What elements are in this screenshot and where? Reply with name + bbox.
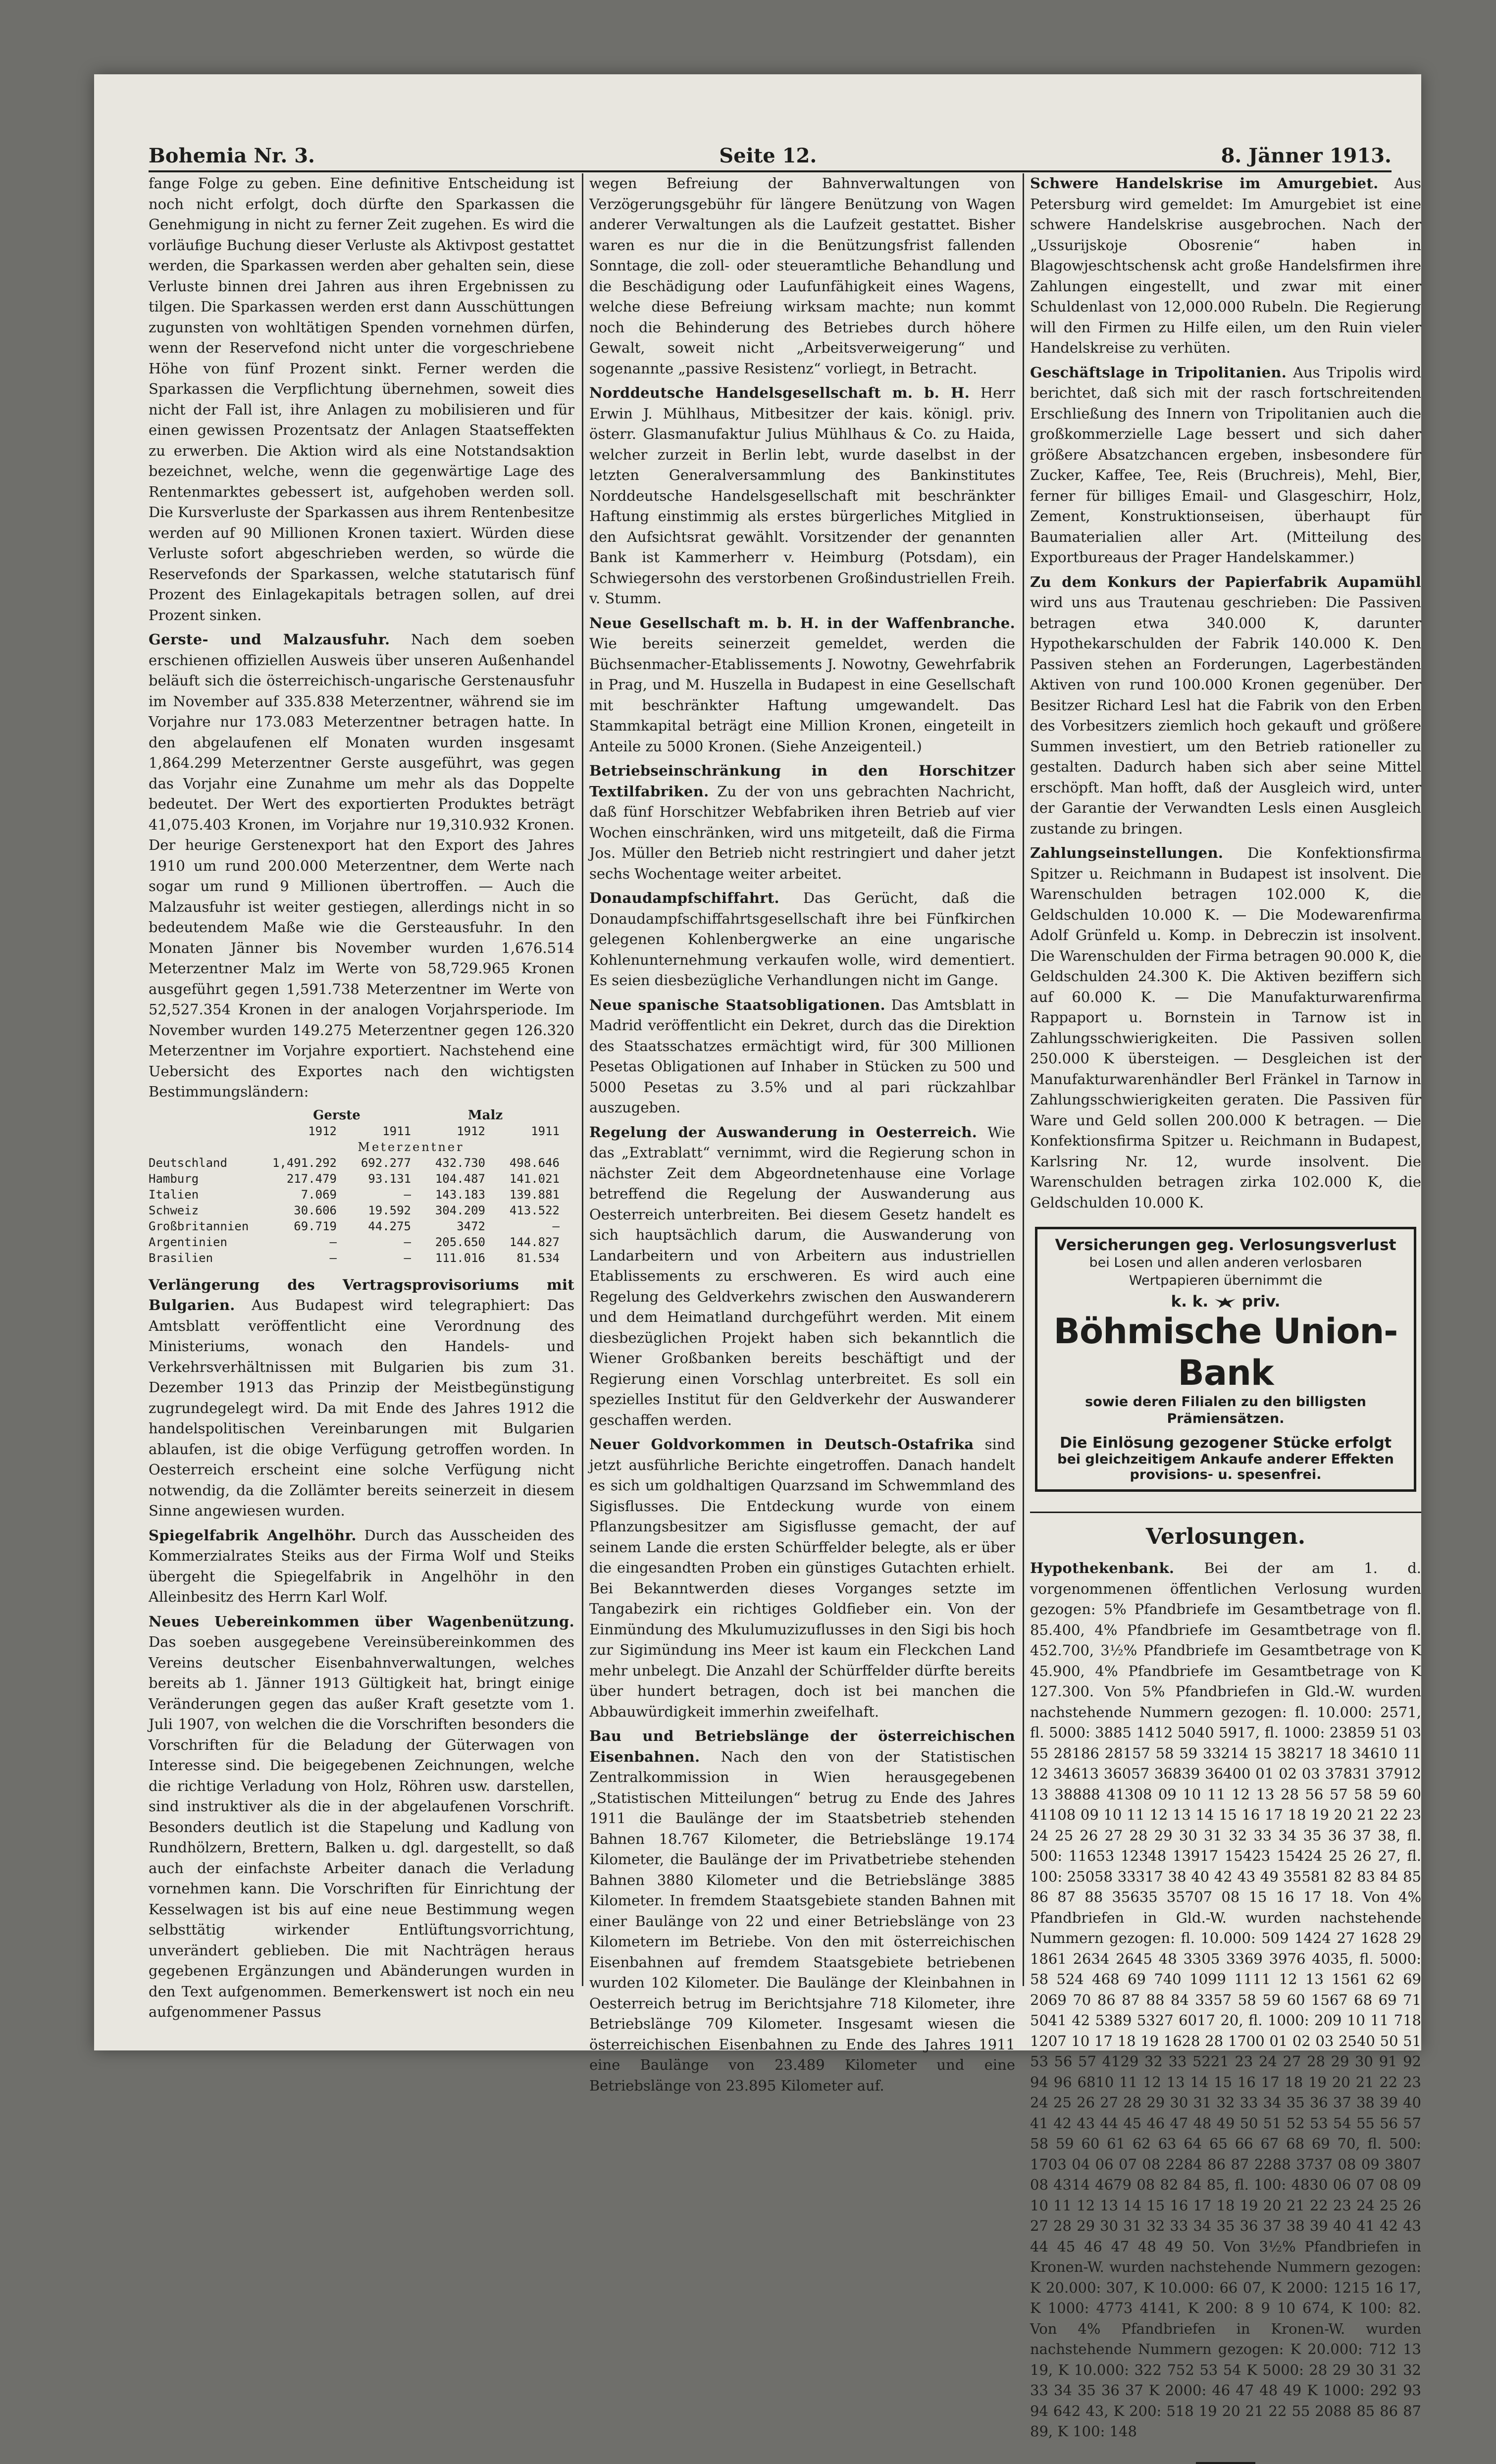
article-heading: Neue Gesellschaft m. b. H. in der Waffenbranche.	[589, 614, 1015, 631]
eagle-icon	[1214, 1296, 1237, 1309]
ad-text: sowie deren Filialen zu den billigsten Prämiensätzen.	[1085, 1394, 1366, 1426]
article-heading: Neues Uebereinkommen über Wagenbenützung.	[149, 1613, 574, 1630]
article	[1030, 1558, 1421, 2442]
table-row	[149, 1203, 574, 1218]
ad-text: provisions- u. spesenfrei.	[1130, 1467, 1322, 1482]
article-body: Wie das „Extrablatt“ vernimmt, wird die Regierung schon in nächster Zeit dem Abgeordnetenhause eine Vorlage betreffend die Regelung der Auswanderung aus Oesterreich unterbreiten. Bei diesem Gesetz handelt es sich hauptsächlich darum, die Auswanderung von Landarbeitern und von Arbeitern aus industriellen Etablissements zu erschweren. Es wird auch eine Regelung des Geldverkehrs zwischen den Auswanderern und dem Heimatland durchgeführt werden. Mit einem diesbezüglichen Projekt haben sich bekanntlich die Wiener Großbanken bereits beschäftigt und der Regierung einen Vorschlag unterbreitet. Es soll ein spezielles Institut für den Geldverkehr der Auswanderer geschaffen werden.	[589, 1123, 1015, 1428]
column-1	[149, 173, 575, 2020]
article-body: Nach den von der Statistischen Zentralkommission in Wien herausgegebenen „Statistischen Mitteilungen“ betrug zu Ende des Jahres 1911 die Baulänge der im Staatsbetrieb stehenden Bahnen 18.767 Kilometer, die Betriebslänge 19.174 Kilometer, die Baulänge der im Privatbetriebe stehenden Bahnen 3880 Kilometer und die Betriebslänge 3885 Kilometer. In fremdem Staatsgebiete standen Bahnen mit einer Baulänge von 22 und einer Betriebslänge von 23 Kilometern im Betriebe. Von den mit österreichischen Eisenbahnen auf fremdem Staatsgebiete betriebenen wurden 102 Kilometer. Die Baulänge der Kleinbahnen in Oesterreich betrug im Berichtsjahre 718 Kilometer, ihre Betriebslänge 709 Kilometer. Insgesamt wiesen die österreichischen Eisenbahnen zu Ende des Jahres 1911 eine Baulänge von 23.489 Kilometer und eine Betriebslänge von 23.895 Kilometer auf.	[589, 1748, 1015, 2094]
header-page-number: Seite 12.	[719, 144, 817, 167]
table-cell-value: —	[404, 1187, 411, 1202]
table-cell-value: 93.131	[368, 1171, 411, 1186]
article-body: fange Folge zu geben. Eine definitive Entscheidung ist noch nicht erfolgt, doch dürfte den Sparkassen die Genehmigung in nicht zu ferner Zeit zugehen. Es wird die vorläufige Buchung dieser Verluste als Aktivpost gestattet werden, die Sparkassen werden aber gehalten sein, diese Verluste binnen drei Jahren aus ihren Ergebnissen zu tilgen. Die Sparkassen werden erst dann Ausschüttungen zugunsten von wohltätigen Spenden vornehmen dürfen, wenn der Reservefond nicht unter die vorgeschriebene Höhe von fünf Prozent sinkt. Ferner werden die Sparkassen die Verpflichtung übernehmen, soweit dies nicht der Fall ist, ihre Anlagen zu mobilisieren und für einen gewissen Prozentsatz der Anlagen Staatseffekten zu erwerben. Die Aktion wird als eine Notstandsaktion bezeichnet, welche, wenn die gegenwärtige Lage des Rentenmarktes gebessert ist, aufgehoben werden soll. Die Kursverluste der Sparkassen aus ihrem Rentenbesitze werden auf 90 Millionen Kronen taxiert. Würden diese Verluste sofort abgeschrieben werden, so würde die Reservefonds der Sparkassen, welche statutarisch fünf Prozent des Einlagekapitals betragen sollen, auf drei Prozent sinken.	[149, 175, 574, 624]
article-heading: Bau und Betriebslänge der österreichischen Eisenbahnen.	[589, 1728, 1015, 1765]
table-cell-value: 1,491.292	[272, 1155, 337, 1170]
table-cell-value: 30.606	[294, 1203, 337, 1217]
export-table	[149, 1107, 574, 1266]
table-cell-value: 7.069	[301, 1187, 337, 1202]
bank-advertisement	[1035, 1227, 1416, 1492]
table-cell-value: 104.487	[435, 1171, 485, 1186]
article	[1030, 173, 1421, 359]
ad-kk-line	[1047, 1293, 1404, 1311]
bank-name: Böhmische Union-Bank	[1053, 1311, 1398, 1393]
article	[589, 1726, 1015, 2096]
article-body: Aus Petersburg wird gemeldet: Im Amurgebiet ist eine schwere Handelskrise ausgebrochen. Nach der „Ussurijskoje Obosrenie“ haben in Blagowjeschtschensk acht große Handelsfirmen ihre Zahlungen eingestellt, und zwar mit einer Schuldenlast von 12,000.000 Rubeln. Die Regierung will den Firmen zu Hilfe eilen, um den Ruin vieler Handelskreise zu verhüten.	[1030, 175, 1421, 356]
article-body: Durch das Ausscheiden des Kommerzialrates Steiks aus der Firma Wolf und Steiks übergeht die Spiegelfabrik in Angelhöhr in den Alleinbesitz des Herrn Karl Wolf.	[149, 1526, 575, 1605]
article-body: Das Gerücht, daß die Donaudampfschiffahrtsgesellschaft ihre bei Fünfkirchen gelegenen Kohlenbergwerke an eine ungarische Kohlenunternehmung verkaufen wolle, wird dementiert. Es seien diesbezügliche Verhandlungen nicht im Gange.	[589, 890, 1015, 989]
article	[589, 613, 1015, 757]
article-body: Wie bereits seinerzeit gemeldet, werden die Büchsenmacher-Etablissements J. Nowotny, Gewehrfabrik in Prag, und M. Huszella in Budapest in eine Gesellschaft mit beschränkter Haftung umgewandelt. Das Stammkapital beträgt eine Million Kronen, eingeteilt in Anteile zu 5000 Kronen. (Siehe Anzeigenteil.)	[589, 635, 1015, 755]
article-heading: Schwere Handelskrise im Amurgebiet.	[1030, 175, 1379, 192]
year-label: 1912	[308, 1124, 337, 1138]
table-cell-value: 143.183	[435, 1187, 485, 1202]
table-cell-value: 217.479	[286, 1171, 337, 1186]
ad-text: Die Einlösung gezogener Stücke erfolgt	[1059, 1434, 1392, 1452]
end-rule	[1196, 2462, 1255, 2464]
ad-text: bei gleichzeitigem Ankaufe anderer Effekten	[1057, 1452, 1394, 1467]
article-body: sind jetzt ausführliche Berichte eingetroffen. Danach handelt es sich um goldhaltigen Quarzsand im Schwemmland des Sigisflusses. Die Entdeckung wurde von einem Pflanzungsbesitzer am Sigisflusse gemacht, der auf seinem Lande die ersten Schürffelder belegte, als er über die eingesandten Proben ein günstiges Gutachten erhielt. Bei Bekanntwerden dieses Vorganges setzte im Tangabezirk ein richtiges Goldfieber ein. Von der Einmündung des Mkulumuzizuflusses in den Sigi bis hoch zur Sigimündung ins Meer ist kaum ein Fleckchen Land mehr unbelegt. Die Anzahl der Schürffelder dürfte bereits über hundert betragen, doch ist bei manchen die Abbauwürdigkeit immerhin zweifelhaft.	[589, 1436, 1015, 1720]
table-cell-value: 69.719	[294, 1219, 337, 1233]
year-label: 1912	[457, 1124, 485, 1138]
table-cell-value: 44.275	[368, 1219, 411, 1233]
table-cell-value: 413.522	[509, 1203, 560, 1217]
table-row	[149, 1234, 574, 1250]
article-body: Die Konfektionsfirma Spitzer u. Reichmann in Budapest ist insolvent. Die Warenschulden betragen 102.000 K, die Geldschulden 10.000 K. — Die Modewarenfirma Adolf Grünfeld u. Komp. in Debreczin ist insolvent. Die Warenschulden der Firma betragen 90.000 K, die Geldschulden 24.300 K. Die Aktiven beziffern sich auf 60.000 K. — Die Manufakturwarenfirma Rappaport u. Bornstein in Tarnow ist in Zahlungsschwierigkeiten. Die Passiven sollen 250.000 K übersteigen. — Desgleichen ist der Manufakturwarenhändler Berl Fränkel in Tarnow in Zahlungsschwierigkeiten geraten. Die Passiven für Ware und Geld sollen 200.000 K betragen. — Die Konfektionsfirma Spitzer u. Reichmann in Budapest, Karlsring Nr. 12, wurde insolvent. Die Warenschulden betragen zirka 102.000 K, die Geldschulden 10.000 K.	[1030, 844, 1421, 1211]
ad-text: bei Losen und allen anderen verlosbaren Wertpapieren übernimmt die	[1089, 1255, 1362, 1288]
table-group-header	[149, 1107, 574, 1123]
article-heading: Regelung der Auswanderung in Oesterreich.	[589, 1123, 978, 1141]
table-cell-value: —	[404, 1251, 411, 1265]
article-heading: Gerste- und Malzausfuhr.	[149, 631, 390, 648]
article-heading: Hypothekenbank.	[1030, 1560, 1175, 1576]
table-row	[149, 1187, 574, 1203]
table-cell-value: 3472	[457, 1219, 485, 1233]
table-cell-value: —	[404, 1235, 411, 1249]
article	[589, 995, 1015, 1118]
article	[589, 1122, 1015, 1431]
table-row	[149, 1218, 574, 1234]
table-cell-value: 111.016	[435, 1251, 485, 1265]
article	[149, 1525, 574, 1608]
article-body: Das Amtsblatt in Madrid veröffentlicht ein Dekret, durch das die Direktion des Staatsschatzes ermächtigt wird, für 300 Millionen Pesetas Obligationen auf Inhaber in Stücken zu 500 und 5000 Pesetas zu 3.5% und al pari rückzahlbar auszugeben.	[589, 996, 1015, 1116]
article-heading: Verlängerung des Vertragsprovisoriums mit Bulgarien.	[149, 1276, 574, 1313]
table-row	[149, 1171, 574, 1187]
group-label: Malz	[467, 1107, 503, 1123]
article	[589, 761, 1015, 884]
table-cell-value: 19.592	[368, 1203, 411, 1217]
table-cell-value: —	[329, 1235, 337, 1249]
table-row	[149, 1155, 574, 1171]
column-2	[589, 173, 1015, 2094]
year-label: 1911	[531, 1124, 560, 1138]
table-cell-value: 692.277	[361, 1155, 411, 1170]
article	[1030, 572, 1421, 839]
ad-kk: k. k.	[1171, 1293, 1209, 1311]
newspaper-page	[94, 74, 1422, 2440]
article	[589, 173, 1015, 379]
table-cell-value: 144.827	[509, 1235, 560, 1249]
article-heading: Neue spanische Staatsobligationen.	[589, 996, 885, 1013]
article-heading: Zu dem Konkurs der Papierfabrik Aupamühl	[1030, 573, 1421, 590]
article-body: Aus Budapest wird telegraphiert: Das Amtsblatt veröffentlicht eine Verordnung des Ministeriums, wonach den Handels- und Verkehrsverhältnissen mit Bulgarien bis zum 31. Dezember 1913 das Prinzip der Meistbegünstigung zugrundegelegt wird. Da mit Ende des Jahres 1912 die handelspolitischen Vereinbarungen mit Bulgarien ablaufen, ist die obige Verfügung getroffen worden. In Oesterreich erscheint eine solche Verfügung nicht notwendig, da die Zollämter bereits seinerzeit in diesem Sinne angewiesen wurden.	[149, 1297, 574, 1519]
table-header-row	[149, 1123, 574, 1139]
table-cell-value: 432.730	[435, 1155, 485, 1170]
unit-row	[149, 1139, 574, 1155]
ad-headline: Versicherungen geg. Verlosungsverlust	[1055, 1236, 1396, 1254]
article-body: Aus Tripolis wird berichtet, daß sich mit der rasch fortschreitenden Erschließung des Innern von Tripolitanien auch die großkommerzielle Lage bessert und sich daher größere Absatzchancen ergeben, insbesondere für Zucker, Kaffee, Tee, Reis (Bruchreis), Mehl, Bier, ferner für billiges Email- und Glasgeschirr, Holz, Zement, Konstruktionseisen, überhaupt für Baumaterialien aller Art. (Mitteilung des Exportbureaus der Prager Handelskammer.)	[1030, 364, 1422, 566]
table-body	[149, 1155, 574, 1266]
column-3	[1030, 173, 1422, 2440]
article-heading: Spiegelfabrik Angelhöhr.	[149, 1526, 357, 1544]
article-heading: Zahlungseinstellungen.	[1030, 844, 1224, 861]
table-cell-value: 139.881	[509, 1187, 560, 1202]
table-cell-value: 304.209	[435, 1203, 485, 1217]
group-label: Gerste	[313, 1107, 361, 1123]
column-rule	[1023, 173, 1024, 1986]
table-cell-country: Deutschland	[149, 1155, 227, 1170]
article-body: Bei der am 1. d. vorgenommenen öffentlichen Verlosung wurden gezogen: 5% Pfandbriefe im Gesamtbetrage von fl. 85.400, 4% Pfandbriefe im Gesamtbetrage von fl. 452.700, 3½% Pfandbriefe im Gesamtbetrage von K 45.900, 4% Pfandbriefe im Gesamtbetrage von K 127.300. Von 5% Pfandbriefen in Gld.-W. wurden nachstehende Nummern gezogen: fl. 10.000: 2571, fl. 5000: 3885 1412 5040 5917, fl. 1000: 23859 51 03 55 28186 28157 58 59 33214 15 38217 18 34610 11 12 34613 36057 36839 36400 01 02 03 37831 37912 13 38888 41308 09 10 11 12 13 28 56 57 58 59 60 41108 09 10 11 12 13 14 15 16 17 18 19 20 21 22 23 24 25 26 27 28 29 30 31 32 33 34 35 36 37 38, fl. 500: 11653 12348 13917 15423 15424 25 26 27, fl. 100: 25058 33317 38 40 42 43 49 35581 82 83 84 85 86 87 88 35635 35707 08 15 16 17 18. Von 4% Pfandbriefen in Gld.-W. wurden nachstehende Nummern gezogen: fl. 10.000: 509 1424 27 1628 29 1861 2634 2645 48 3305 3369 3976 4035, fl. 5000: 58 524 468 69 740 1099 1111 12 13 1561 62 69 2069 70 86 87 88 84 3357 58 59 60 1567 68 69 71 5041 42 5389 5327 6017 20, fl. 1000: 209 10 11 718 1207 10 17 18 19 1628 28 1700 01 02 03 2540 50 51 53 56 57 4129 32 33 5221 23 24 27 28 29 30 91 92 94 96 6810 11 12 13 14 15 16 17 18 19 20 21 22 23 24 25 26 27 28 29 30 31 32 33 34 35 36 37 38 39 40 41 42 43 44 45 46 47 48 49 50 51 52 53 54 55 56 57 58 59 60 61 62 63 64 65 66 67 68 69 70, fl. 500: 1703 04 06 07 08 2284 86 87 2288 3737 08 09 3807 08 4314 4679 08 82 84 85, fl. 100: 4830 06 07 08 09 10 11 12 13 14 15 16 17 18 19 20 21 22 23 24 25 26 27 28 29 30 31 32 33 34 35 36 37 38 39 40 41 42 43 44 45 46 47 48 49 50. Von 3½% Pfandbriefen in Kronen-W. wurden nachstehende Nummern gezogen: K 20.000: 307, K 10.000: 66 07, K 2000: 1215 16 17, K 1000: 4773 4141, K 200: 8 9 10 674, K 100: 82. Von 4% Pfandbriefen in Kronen-W. wurden nachstehende Nummern gezogen: K 20.000: 712 13 19, K 10.000: 322 752 53 54 K 5000: 28 29 30 31 32 33 34 35 36 37 K 2000: 46 47 48 49 K 1000: 292 93 94 642 43, K 200: 518 19 20 21 22 55 2088 85 86 87 89, K 100: 148	[1030, 1560, 1422, 2440]
article-body: Das soeben ausgegebene Vereinsübereinkommen des Vereins deutscher Eisenbahnverwaltungen, welches bereits ab 1. Jänner 1913 Gültigkeit hat, bringt einige Veränderungen gegen das außer Kraft gesetzte vom 1. Juli 1907, von welchen die die Vorschriften besonders die Vorschriften für die Beladung der Güterwagen von Interesse sind. Die beigegebenen Zeichnungen, welche die richtige Verladung von Holz, Röhren usw. darstellen, sind instruktiver als die in der abgelaufenen Vorschrift. Besonders deutlich ist die Stapelung und Kadlung von Rundhölzern, Brettern, Balken u. dgl. dargestellt, so daß auch der einfachste Arbeiter danach die Verladung vornehmen kann. Die Vorschriften für Einrichtung der Kesselwagen ist bis auf eine neue Bestimmung wegen selbsttätig wirkender Entlüftungsvorrichtung, unverändert geblieben. Die mit Nachträgen heraus gegebenen Ergänzungen und Abänderungen wurden in den Text aufgenommen. Bemerkenswert ist noch ein neu aufgenommener Passus	[149, 1633, 574, 2020]
article-body: wegen Befreiung der Bahnverwaltungen von Verzögerungsgebühr für längere Benützung von Wagen anderer Verwaltungen als die Laufzeit gestattet. Bisher waren es nur die in die Benützungsfrist fallenden Sonntage, die zoll- oder steueramtliche Behandlung und die Beschädigung oder Laufunfähigkeit eines Wagens, welche diese Befreiung wirksam machte; nun kommt noch die Behinderung des Betriebes durch höhere Gewalt, soweit nicht „Arbeitsverweigerung“ und sogenannte „passive Resistenz“ vorliegt, in Betracht.	[589, 175, 1015, 377]
table-cell-value: 205.650	[435, 1235, 485, 1249]
article-heading: Norddeutsche Handelsgesellschaft m. b. H.	[589, 384, 970, 401]
table-cell-country: Brasilien	[149, 1251, 213, 1265]
table-cell-value: 81.534	[516, 1251, 560, 1265]
article-body: Nach dem soeben erschienen offiziellen Ausweis über unseren Außenhandel beläuft sich die österreichisch-ungarische Gerstenausfuhr im November auf 335.838 Meterzentner, während sie im Vorjahre nur 173.083 Meterzentner betragen hatte. In den abgelaufenen elf Monaten wurden insgesamt 1,864.299 Meterzentner Gerste ausgeführt, was gegen das Vorjahr eine Zunahme um mehr als das Doppelte bedeutet. Der Wert des exportierten Produktes beträgt 41,075.403 Kronen, im Vorjahre nur 19,310.932 Kronen. Der heurige Gerstenexport hat den Export des Jahres 1910 um rund 200.000 Meterzentner, dem Werte nach sogar um rund 9 Millionen übertroffen. — Auch die Malzausfuhr ist weiter gestiegen, allerdings nicht in so bedeutendem Maße wie die Gersteausfuhr. In den Monaten Jänner bis November wurden 1,676.514 Meterzentner Malz im Werte von 58,729.965 Kronen ausgeführt gegen 1,591.738 Meterzentner im Werte von 52,527.354 Kronen in der analogen Vorjahrsperiode. Im November wurden 149.275 Meterzentner gegen 126.320 Meterzentner im Vorjahre exportiert. Nachstehend eine Uebersicht des Exportes nach den wichtigsten Bestimmungsländern:	[149, 631, 575, 1100]
table-cell-country: Argentinien	[149, 1235, 227, 1249]
article	[589, 383, 1015, 609]
year-label: 1911	[382, 1124, 411, 1138]
article	[589, 1434, 1015, 1722]
article-body: wird uns aus Trautenau geschrieben: Die Passiven betragen etwa 340.000 K, darunter Hypothekarschulden der Fabrik 140.000 K. Den Passiven stehen an Forderungen, Lagerbeständen Aktiven von rund 100.000 Kronen gegenüber. Der Besitzer Richard Lesl hat die Fabrik von den Erben des Vorbesitzers ziemlich hoch gekauft und größere Summen investiert, um den Betrieb rationeller zu gestalten. Dadurch haben sich aber seine Mittel erschöpft. Man hofft, daß der Ausgleich wird, unter der Garantie der Verwandten Lesls einen Ausgleich zustande zu bringen.	[1030, 594, 1421, 837]
article	[149, 1612, 574, 2023]
table-cell-value: —	[329, 1251, 337, 1265]
table-cell-value: —	[552, 1219, 560, 1233]
table-cell-country: Schweiz	[149, 1203, 199, 1217]
article-body: Herr Erwin J. Mühlhaus, Mitbesitzer der kais. königl. priv. österr. Glasmanufaktur Julius Mühlhaus & Co. zu Haida, welcher zurzeit in Berlin lebt, wurde daselbst in der letzten Generalversammlung des Bankinstitutes Norddeutsche Handelsgesellschaft mit beschränkter Haftung einstimmig als erstes bürgerliches Mitglied in den Aufsichtsrat gewählt. Vorsitzender der genannten Bank ist Kammerherr v. Heimburg (Potsdam), ein Schwiegersohn des verstorbenen Großindustriellen Freih. v. Stumm.	[589, 384, 1015, 607]
article	[149, 1275, 574, 1521]
column-rule	[582, 173, 583, 1986]
table-row	[149, 1250, 574, 1266]
header-issue: Bohemia Nr. 3.	[149, 144, 315, 167]
table-cell-country: Hamburg	[149, 1171, 199, 1186]
page-header	[149, 133, 1392, 172]
article	[149, 629, 574, 1102]
article	[1030, 843, 1421, 1213]
article-body: Zu der von uns gebrachten Nachricht, daß fünf Horschitzer Webfabriken ihren Betrieb auf vier Wochen einschränken, wird uns mitgeteilt, daß die Firma Jos. Müller den Betrieb nicht restringiert und daher jetzt sechs Wochentage weiter arbeitet.	[589, 783, 1015, 882]
table-cell-country: Italien	[149, 1187, 199, 1202]
header-date: 8. Jänner 1913.	[1221, 144, 1392, 167]
article	[1030, 363, 1421, 568]
table-cell-value: 141.021	[509, 1171, 560, 1186]
ad-priv: priv.	[1241, 1293, 1281, 1311]
table-cell-value: 498.646	[509, 1155, 560, 1170]
article-heading: Neuer Goldvorkommen in Deutsch-Ostafrika	[589, 1436, 974, 1453]
article	[589, 888, 1015, 991]
article-heading: Donaudampfschiffahrt.	[589, 890, 779, 906]
table-cell-country: Großbritannien	[149, 1219, 249, 1233]
unit-label: Meterzentner	[358, 1140, 464, 1154]
article	[149, 173, 574, 626]
section-title: Verlosungen.	[1030, 1512, 1421, 1549]
article-heading: Betriebseinschränkung in den Horschitzer Textilfabriken.	[589, 762, 1015, 800]
article-heading: Geschäftslage in Tripolitanien.	[1030, 364, 1287, 381]
